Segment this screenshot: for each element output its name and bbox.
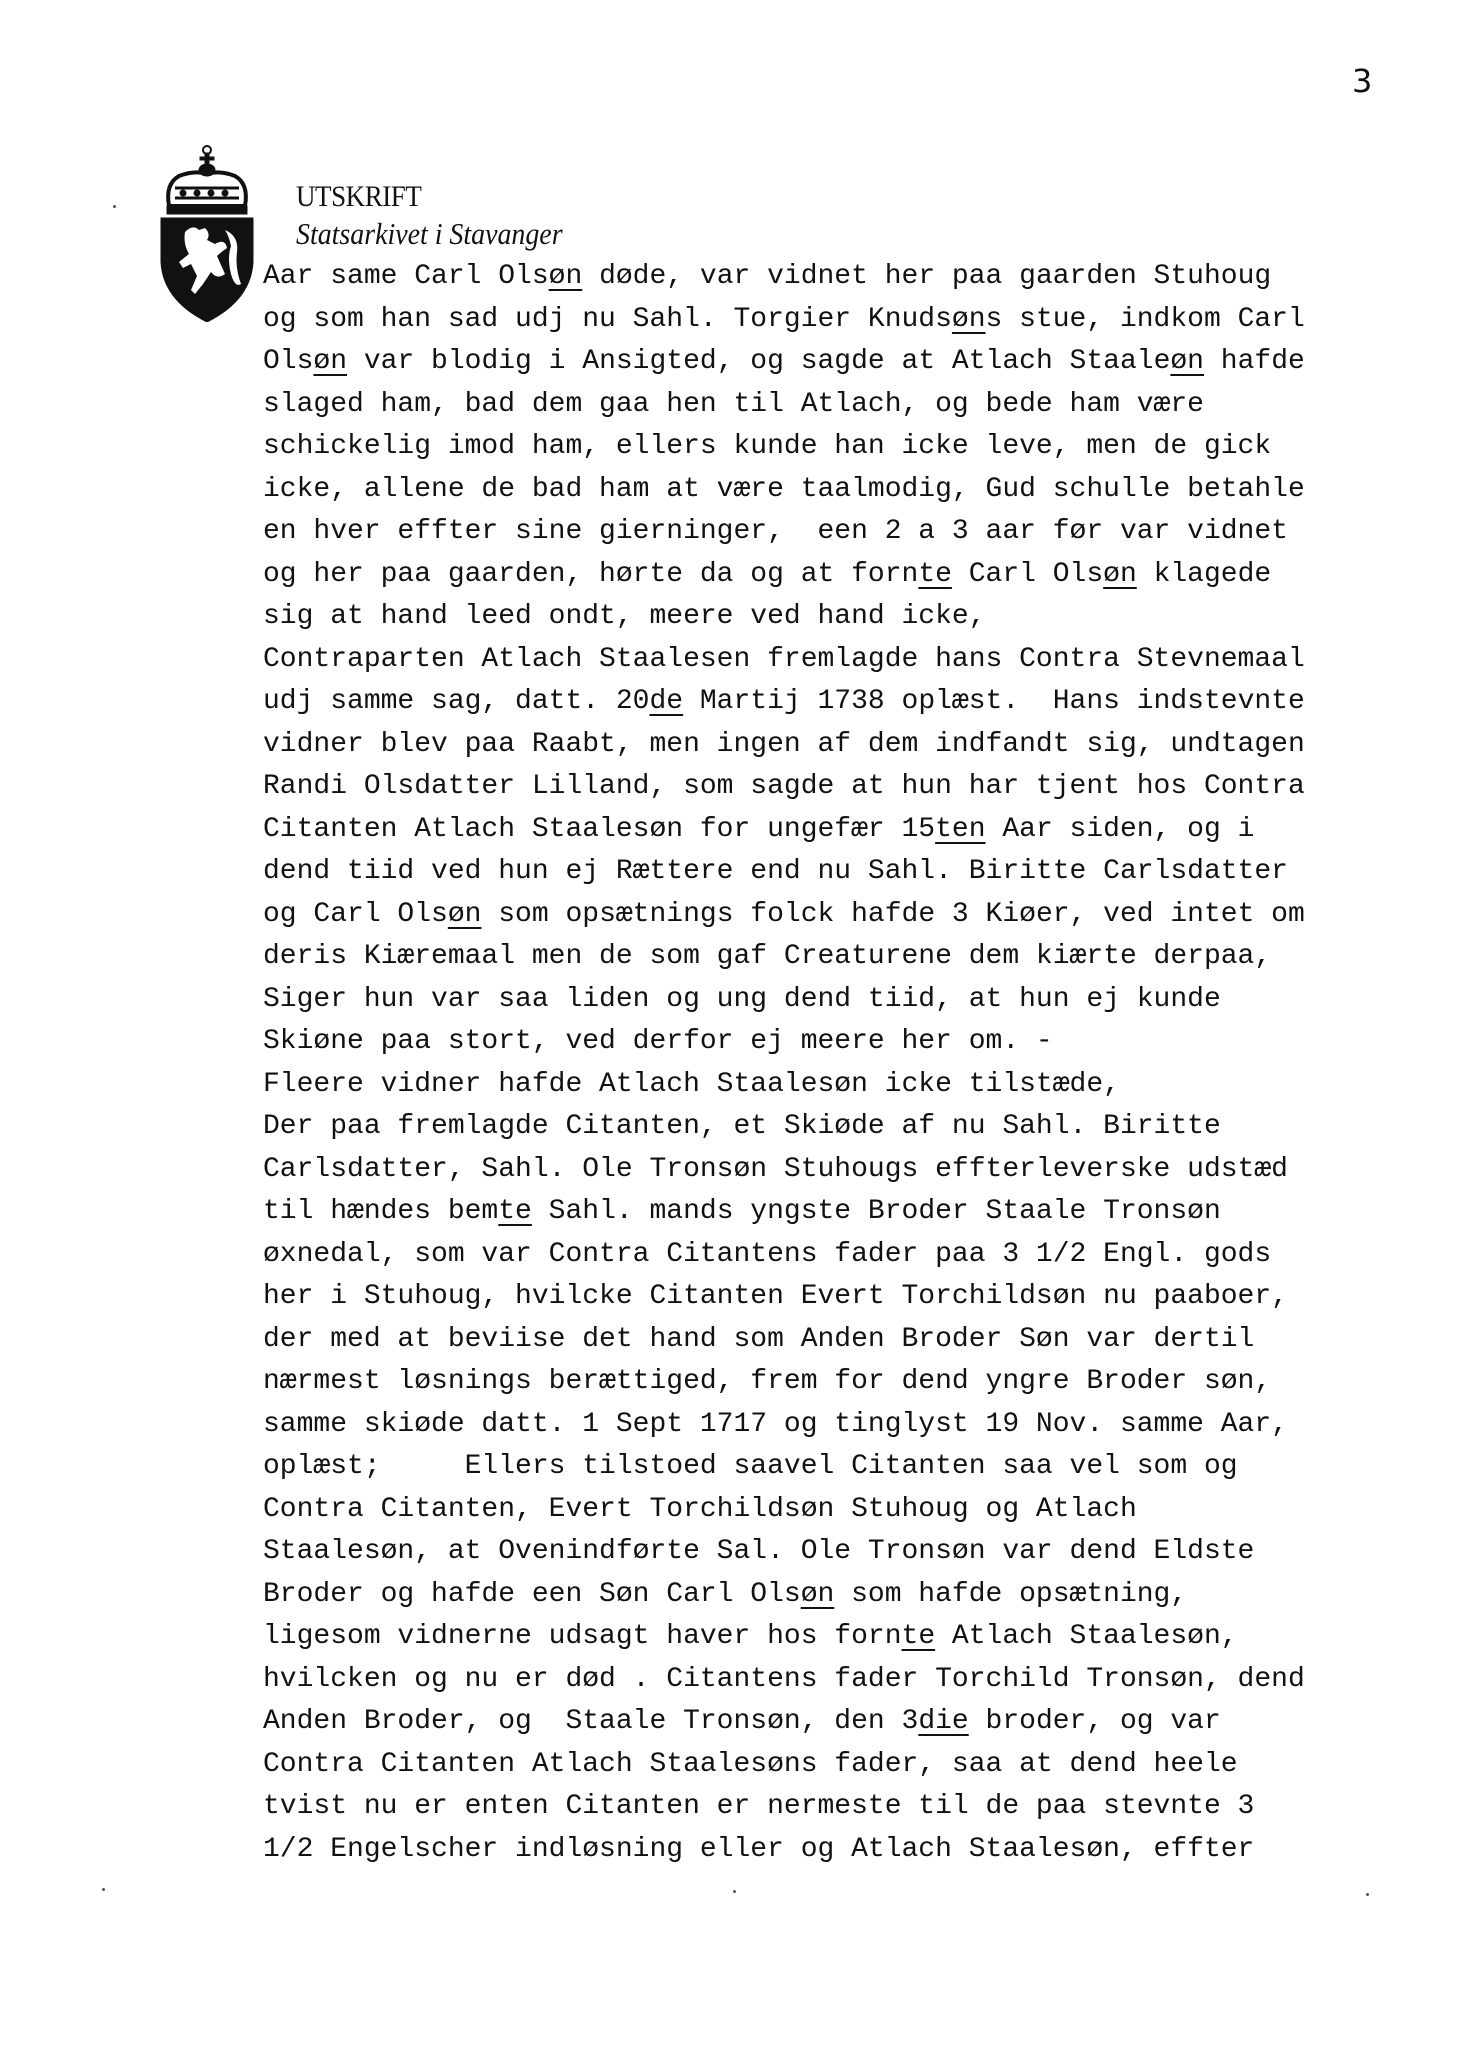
text-segment: Anden Broder, og Staale Tronsøn, den 3 bbox=[263, 1706, 919, 1737]
text-line bbox=[263, 341, 1305, 384]
text-segment: Aar same Carl Ols bbox=[263, 261, 549, 292]
text-segment: Citanten Atlach Staalesøn for ungefær 15 bbox=[263, 813, 936, 845]
text-segment: her i Stuhoug, hvilcke Citanten Evert Torchildsøn nu paaboer, bbox=[263, 1281, 1288, 1312]
text-line bbox=[263, 1659, 1305, 1702]
text-segment: tvist nu er enten Citanten er nermeste til de paa stevnte 3 bbox=[263, 1791, 1255, 1822]
underlined-abbreviation: te bbox=[498, 1196, 532, 1227]
text-segment: Staalesøn, at Ovenindførte Sal. Ole Tronsøn var dend Eldste bbox=[263, 1536, 1255, 1567]
text-line bbox=[263, 1276, 1305, 1319]
text-line bbox=[263, 1234, 1305, 1277]
text-line bbox=[263, 426, 1305, 469]
text-segment: Contra Citanten, Evert Torchildsøn Stuhoug og Atlach bbox=[263, 1493, 1137, 1525]
text-segment: en hver effter sine gierninger, een 2 a 3 aar før var vidnet bbox=[263, 516, 1288, 547]
text-line bbox=[263, 979, 1305, 1022]
archive-name: Statsarkivet i Stavanger bbox=[296, 216, 563, 251]
text-segment: hafde bbox=[1203, 346, 1305, 377]
transcription-text bbox=[263, 256, 1305, 1871]
underlined-abbreviation: øn bbox=[951, 303, 986, 335]
scan-speck bbox=[733, 1890, 736, 1893]
text-segment: Martij 1738 oplæst. Hans indstevnte bbox=[683, 686, 1305, 717]
text-segment: Aar siden, og i bbox=[985, 813, 1255, 845]
text-segment: døde, var vidnet her paa gaarden Stuhoug bbox=[582, 261, 1272, 292]
text-segment: øxnedal, som var Contra Citantens fader paa 3 1/2 Engl. gods bbox=[263, 1238, 1272, 1270]
document-header-title: UTSKRIFT bbox=[296, 180, 422, 213]
underlined-abbreviation: te bbox=[901, 1621, 936, 1652]
text-segment: sig at hand leed ondt, meere ved hand icke, bbox=[263, 601, 986, 632]
text-line bbox=[263, 1404, 1305, 1447]
text-line bbox=[263, 299, 1305, 342]
text-line bbox=[263, 1489, 1305, 1532]
text-segment: deris Kiæremaal men de som gaf Creaturene dem kiærte derpaa, bbox=[263, 941, 1272, 972]
scan-speck bbox=[1366, 1893, 1369, 1896]
text-line bbox=[263, 1319, 1305, 1362]
text-segment: og her paa gaarden, hørte da og at forn bbox=[263, 558, 919, 590]
text-line bbox=[263, 1531, 1305, 1574]
text-segment: icke, allene de bad ham at være taalmodig, Gud schulle betahle bbox=[263, 473, 1305, 505]
underlined-abbreviation: die bbox=[918, 1706, 969, 1737]
underlined-abbreviation: te bbox=[918, 558, 952, 590]
text-line bbox=[263, 766, 1305, 809]
text-segment: 1/2 Engelscher indløsning eller og Atlach Staalesøn, effter bbox=[263, 1833, 1255, 1865]
text-line bbox=[263, 1361, 1305, 1404]
text-segment: Broder og hafde een Søn Carl Ols bbox=[263, 1578, 801, 1610]
text-segment: schickelig imod ham, ellers kunde han icke leve, men de gick bbox=[263, 431, 1272, 462]
text-line bbox=[263, 1064, 1305, 1107]
text-segment: oplæst; Ellers tilstoed saavel Citanten saa vel som og bbox=[263, 1451, 1238, 1482]
text-segment: klagede bbox=[1136, 558, 1272, 590]
scan-speck bbox=[102, 1888, 105, 1891]
text-segment: Contraparten Atlach Staalesen fremlagde hans Contra Stevnemaal bbox=[263, 643, 1305, 675]
text-segment: s stue, indkom Carl bbox=[985, 303, 1305, 335]
underlined-abbreviation: ten bbox=[935, 813, 986, 845]
underlined-abbreviation: øn bbox=[548, 261, 583, 292]
text-segment: Carl Ols bbox=[951, 558, 1104, 590]
text-line bbox=[263, 384, 1305, 427]
text-segment: nærmest løsnings berættiged, frem for dend yngre Broder søn, bbox=[263, 1366, 1272, 1397]
text-segment: der med at beviise det hand som Anden Broder Søn var dertil bbox=[263, 1323, 1255, 1355]
text-segment: Contra Citanten Atlach Staalesøns fader, saa at dend heele bbox=[263, 1748, 1238, 1780]
text-line bbox=[263, 1106, 1305, 1149]
text-segment: Carlsdatter, Sahl. Ole Tronsøn Stuhougs effterleverske udstæd bbox=[263, 1153, 1288, 1185]
page-number: 3 bbox=[1352, 62, 1373, 100]
text-segment: slaged ham, bad dem gaa hen til Atlach, og bede ham være bbox=[263, 388, 1204, 420]
norwegian-coat-of-arms-logo bbox=[155, 144, 259, 322]
text-segment: Der paa fremlagde Citanten, et Skiøde af nu Sahl. Biritte bbox=[263, 1111, 1221, 1142]
text-line bbox=[263, 1446, 1305, 1489]
text-segment: Fleere vidner hafde Atlach Staalesøn icke tilstæde, bbox=[263, 1068, 1120, 1100]
text-segment: Atlach Staalesøn, bbox=[935, 1621, 1238, 1652]
text-line bbox=[263, 554, 1305, 597]
underlined-abbreviation: øn bbox=[447, 898, 482, 930]
text-line bbox=[263, 1616, 1305, 1659]
text-line bbox=[263, 809, 1305, 852]
text-line bbox=[263, 1191, 1305, 1234]
scan-speck bbox=[113, 205, 116, 208]
text-segment: Siger hun var saa liden og ung dend tiid, at hun ej kunde bbox=[263, 983, 1221, 1015]
text-segment: som hafde opsætning, bbox=[834, 1578, 1188, 1610]
text-line bbox=[263, 894, 1305, 937]
text-line bbox=[263, 851, 1305, 894]
text-segment: Skiøne paa stort, ved derfor ej meere her om. - bbox=[263, 1026, 1053, 1057]
underlined-abbreviation: øn bbox=[1170, 346, 1204, 377]
text-line bbox=[263, 469, 1305, 512]
text-segment: var blodig i Ansigted, og sagde at Atlach Staale bbox=[347, 346, 1171, 377]
underlined-abbreviation: de bbox=[649, 686, 684, 717]
text-segment: til hændes bem bbox=[263, 1196, 499, 1227]
text-line bbox=[263, 1786, 1305, 1829]
text-segment: hvilcken og nu er død . Citantens fader Torchild Tronsøn, dend bbox=[263, 1663, 1305, 1695]
underlined-abbreviation: øn bbox=[800, 1578, 835, 1610]
text-line bbox=[263, 936, 1305, 979]
text-segment: som opsætnings folck hafde 3 Kiøer, ved intet om bbox=[481, 898, 1305, 930]
text-line bbox=[263, 1829, 1305, 1872]
text-line bbox=[263, 256, 1305, 299]
text-line bbox=[263, 1701, 1305, 1744]
text-line bbox=[263, 639, 1305, 682]
text-segment: og Carl Ols bbox=[263, 898, 448, 930]
text-line bbox=[263, 1744, 1305, 1787]
underlined-abbreviation: øn bbox=[1103, 558, 1137, 590]
text-segment: samme skiøde datt. 1 Sept 1717 og tinglyst 19 Nov. samme Aar, bbox=[263, 1408, 1288, 1440]
underlined-abbreviation: øn bbox=[313, 346, 348, 377]
text-segment: Sahl. mands yngste Broder Staale Tronsøn bbox=[531, 1196, 1221, 1227]
text-segment: Ols bbox=[263, 346, 314, 377]
text-line bbox=[263, 724, 1305, 767]
text-line bbox=[263, 596, 1305, 639]
text-segment: broder, og var bbox=[968, 1706, 1221, 1737]
text-segment: udj samme sag, datt. 20 bbox=[263, 686, 650, 717]
text-segment: ligesom vidnerne udsagt haver hos forn bbox=[263, 1621, 902, 1652]
text-line bbox=[263, 1574, 1305, 1617]
text-segment: vidner blev paa Raabt, men ingen af dem indfandt sig, undtagen bbox=[263, 728, 1305, 760]
text-line bbox=[263, 511, 1305, 554]
text-line bbox=[263, 681, 1305, 724]
text-segment: Randi Olsdatter Lilland, som sagde at hun har tjent hos Contra bbox=[263, 771, 1305, 802]
text-line bbox=[263, 1149, 1305, 1192]
text-segment: dend tiid ved hun ej Rættere end nu Sahl. Biritte Carlsdatter bbox=[263, 856, 1288, 887]
text-line bbox=[263, 1021, 1305, 1064]
text-segment: og som han sad udj nu Sahl. Torgier Knuds bbox=[263, 303, 952, 335]
